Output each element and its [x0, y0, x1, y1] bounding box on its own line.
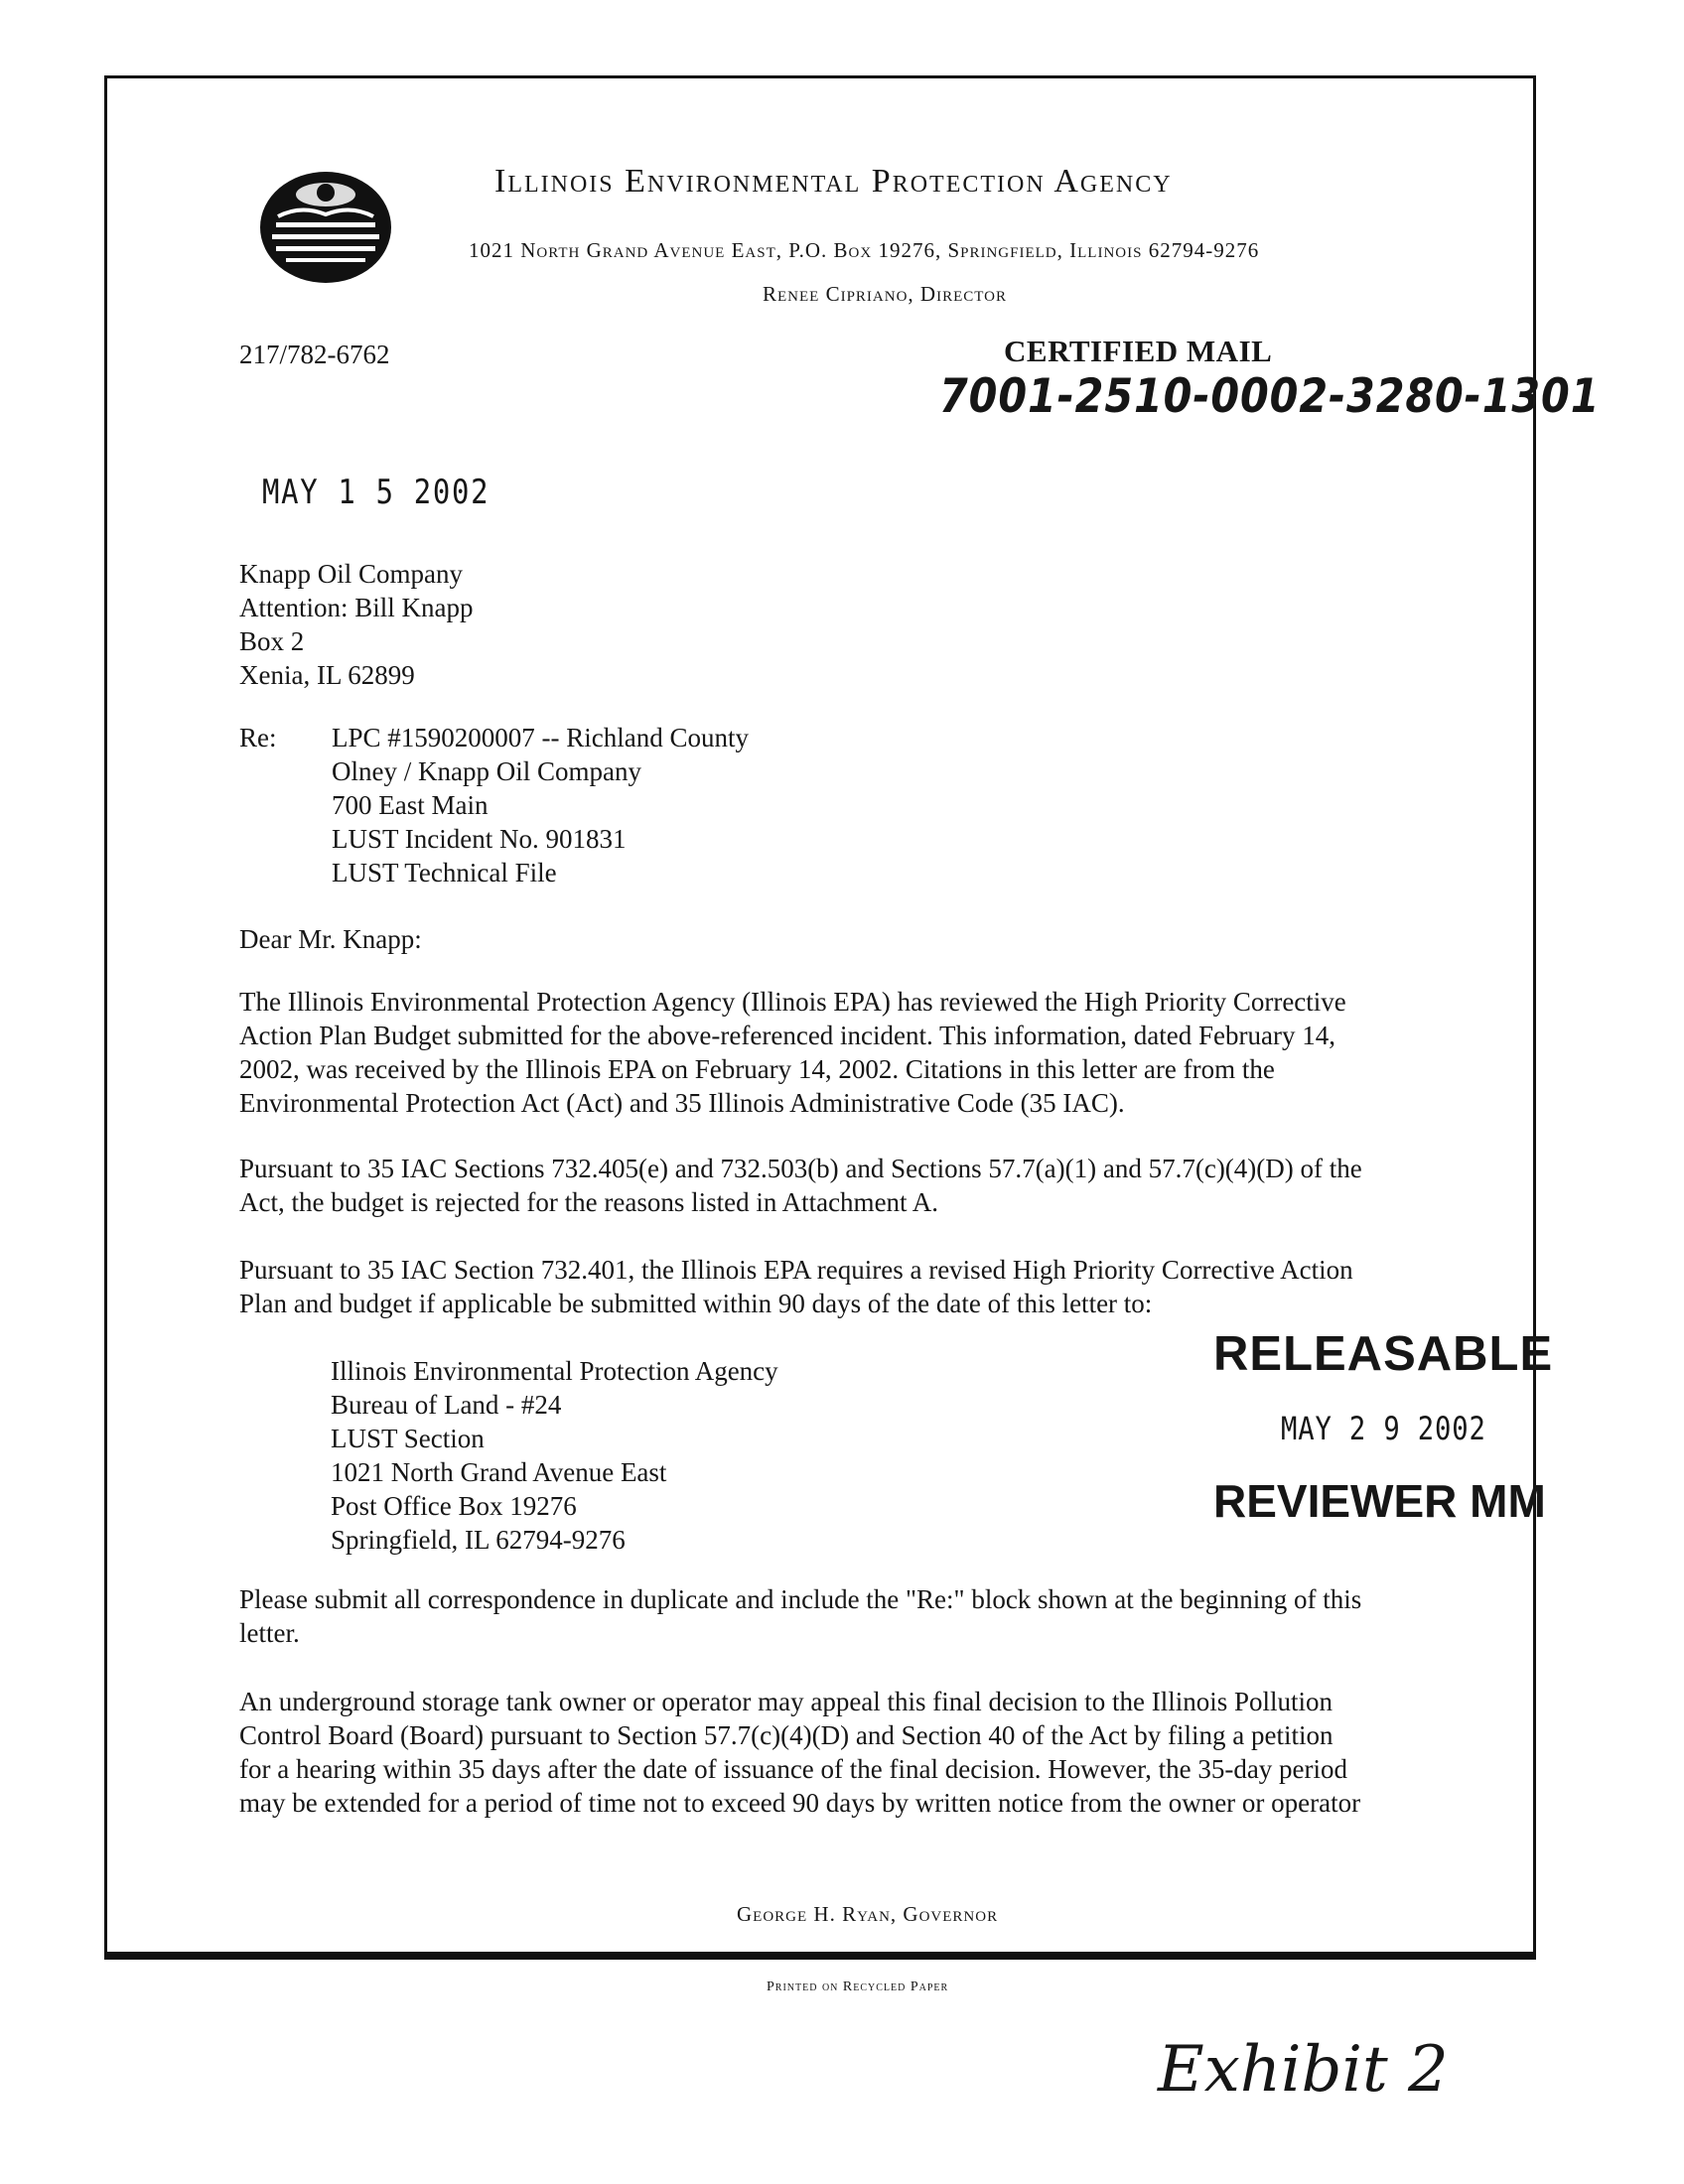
re-line: LUST Technical File	[332, 858, 557, 887]
footer-recycled: Printed on Recycled Paper	[767, 1979, 949, 1994]
paragraph-review	[239, 985, 1490, 1120]
addressee-line: Knapp Oil Company	[239, 559, 463, 589]
paragraph-line: Environmental Protection Act (Act) and 35 Illinois Administrative Code (35 IAC).	[239, 1088, 1125, 1118]
paragraph-line: Pursuant to 35 IAC Section 732.401, the Illinois EPA requires a revised High Priority Corrective Action	[239, 1255, 1353, 1285]
paragraph-resubmit	[239, 1253, 1490, 1320]
paragraph-line: Action Plan Budget submitted for the above-referenced incident. This information, dated February 14,	[239, 1021, 1335, 1050]
paragraph-rejection	[239, 1152, 1490, 1219]
salutation-text: Dear Mr. Knapp:	[239, 924, 422, 954]
re-line: 700 East Main	[332, 790, 489, 820]
letter-border-bottom-rule	[104, 1952, 1536, 1958]
mailing-address-line: 1021 North Grand Avenue East	[331, 1457, 667, 1487]
addressee-line: Xenia, IL 62899	[239, 660, 415, 690]
re-label-text: Re:	[239, 723, 277, 752]
paragraph-line: The Illinois Environmental Protection Agency (Illinois EPA) has reviewed the High Priority Corrective	[239, 987, 1346, 1017]
paragraph-appeal	[239, 1685, 1490, 1820]
paragraph-line: 2002, was received by the Illinois EPA on February 14, 2002. Citations in this letter are from the	[239, 1054, 1275, 1084]
phone-number: 217/782-6762	[239, 340, 390, 369]
paragraph-line: An underground storage tank owner or operator may appeal this final decision to the Illinois Pollution	[239, 1687, 1333, 1716]
paragraph-line: may be extended for a period of time not to exceed 90 days by written notice from the owner or operator	[239, 1788, 1361, 1818]
paragraph-line: for a hearing within 35 days after the date of issuance of the final decision. However, the 35-day period	[239, 1754, 1348, 1784]
releasable-stamp-date: MAY 2 9 2002	[1281, 1410, 1486, 1447]
re-line: LPC #1590200007 -- Richland County	[332, 723, 749, 752]
agency-director: Renee Cipriano, Director	[763, 282, 1007, 306]
certified-mail-label: CERTIFIED MAIL	[1004, 334, 1273, 368]
paragraph-line: Plan and budget if applicable be submitted within 90 days of the date of this letter to:	[239, 1289, 1153, 1318]
paragraph-line: Pursuant to 35 IAC Sections 732.405(e) and 732.503(b) and Sections 57.7(a)(1) and 57.7(c)(4)(D) of the	[239, 1154, 1362, 1183]
addressee-block	[239, 557, 474, 692]
re-block	[332, 721, 749, 889]
paragraph-line: letter.	[239, 1618, 300, 1648]
mailing-address-line: Bureau of Land - #24	[331, 1390, 562, 1420]
re-label	[239, 721, 277, 754]
addressee-line: Box 2	[239, 626, 305, 656]
illinois-epa-seal-icon	[256, 169, 395, 286]
exhibit-label: Exhibit 2	[1158, 2033, 1449, 2107]
agency-name: Illinois Environmental Protection Agency	[494, 163, 1173, 200]
paragraph-correspondence	[239, 1582, 1490, 1650]
date-stamp: MAY 1 5 2002	[262, 473, 491, 512]
re-line: Olney / Knapp Oil Company	[332, 756, 641, 786]
footer-governor: George H. Ryan, Governor	[737, 1902, 999, 1926]
paragraph-line: Control Board (Board) pursuant to Section 57.7(c)(4)(D) and Section 40 of the Act by filing a petition	[239, 1720, 1333, 1750]
reviewer-stamp: REVIEWER MM	[1213, 1475, 1546, 1527]
salutation	[239, 922, 422, 956]
mailing-address-line: Illinois Environmental Protection Agency	[331, 1356, 778, 1386]
mailing-address-line: LUST Section	[331, 1424, 485, 1453]
releasable-stamp: RELEASABLE	[1213, 1327, 1554, 1381]
mailing-address-block	[331, 1354, 778, 1557]
agency-address: 1021 North Grand Avenue East, P.O. Box 19276, Springfield, Illinois 62794-9276	[469, 238, 1260, 262]
re-line: LUST Incident No. 901831	[332, 824, 627, 854]
certified-mail-tracking-number: 7001-2510-0002-3280-1301	[939, 369, 1601, 424]
addressee-line: Attention: Bill Knapp	[239, 593, 474, 622]
mailing-address-line: Springfield, IL 62794-9276	[331, 1525, 626, 1555]
mailing-address-line: Post Office Box 19276	[331, 1491, 577, 1521]
paragraph-line: Act, the budget is rejected for the reasons listed in Attachment A.	[239, 1187, 939, 1217]
paragraph-line: Please submit all correspondence in duplicate and include the "Re:" block shown at the beginning of this	[239, 1584, 1362, 1614]
